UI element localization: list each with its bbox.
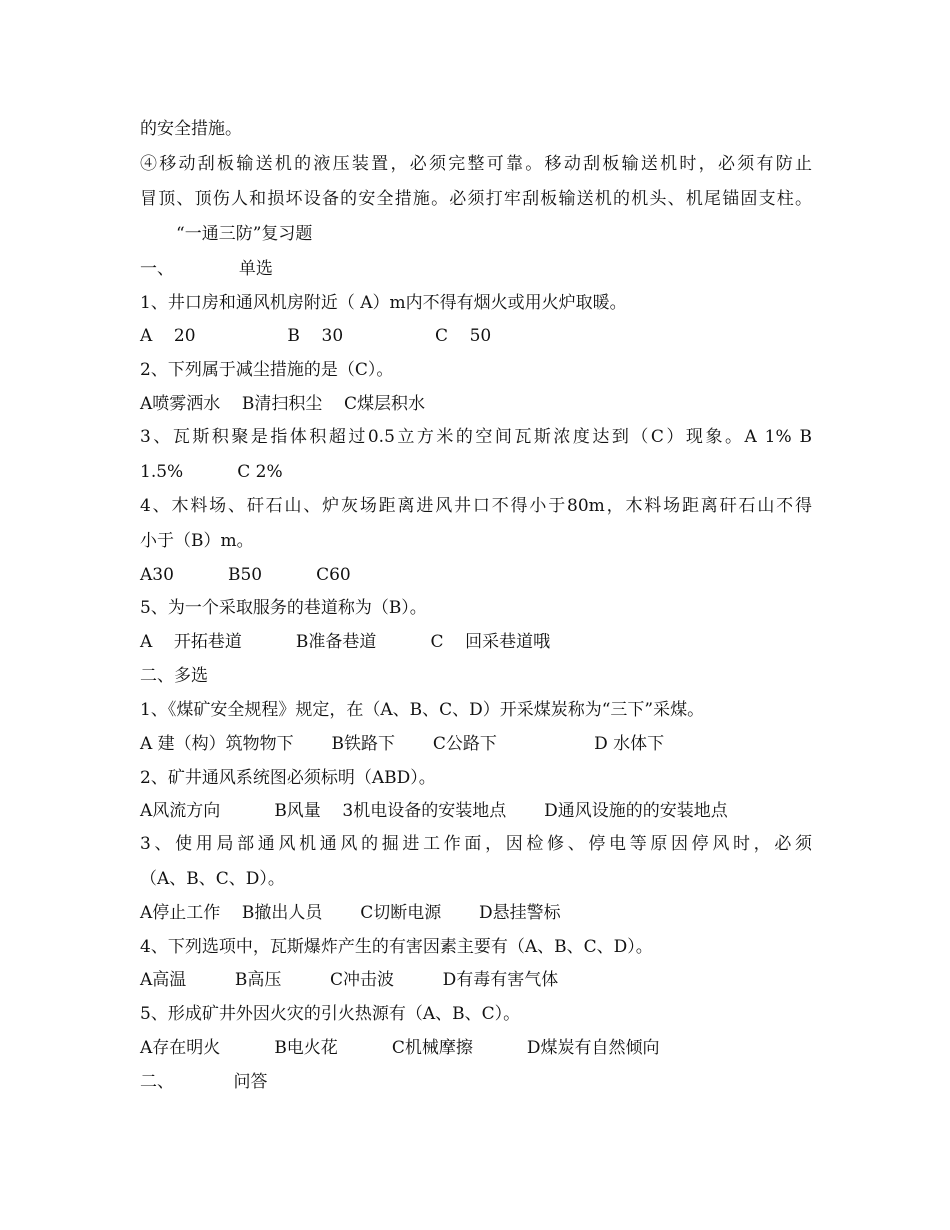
- question-continuation: 小于（B）m。: [140, 531, 254, 551]
- text-line: 的安全措施。: [140, 119, 242, 139]
- question: 1、《煤矿安全规程》规定，在（A、B、C、D）开采煤炭称为“三下”采煤。: [140, 700, 705, 720]
- section-heading: 二、 问答: [140, 1072, 268, 1092]
- question: 5、形成矿井外因火灾的引火热源有（A、B、C）。: [140, 1004, 521, 1024]
- answer-options: A 建（构）筑物物下 B铁路下 C公路下 D 水体下: [140, 734, 665, 754]
- question: 4、木料场、矸石山、炉灰场距离进风井口不得小于80m，木料场距离矸石山不得: [140, 496, 812, 516]
- question: 5、为一个采取服务的巷道称为（B）。: [140, 598, 427, 618]
- answer-options: A高温 B高压 C冲击波 D有毒有害气体: [140, 970, 559, 990]
- question: 3、使用局部通风机通风的掘进工作面，因检修、停电等原因停风时，必须: [140, 834, 812, 854]
- question: 3、瓦斯积聚是指体积超过0.5立方米的空间瓦斯浓度达到（C）现象。A 1% B: [140, 427, 812, 447]
- question: 1、井口房和通风机房附近（ A）m内不得有烟火或用火炉取暖。: [140, 293, 627, 313]
- answer-options: A30 B50 C60: [140, 565, 351, 585]
- answer-options: A风流方向 B风量 3机电设备的安装地点 D通风设施的的安装地点: [140, 801, 728, 821]
- question: 2、下列属于减尘措施的是（C）。: [140, 360, 394, 380]
- answer-options: A停止工作 B撤出人员 C切断电源 D悬挂警标: [140, 903, 561, 923]
- answer-options: A存在明火 B电火花 C机械摩擦 D煤炭有自然倾向: [140, 1038, 660, 1058]
- section-heading: 一、 单选: [140, 259, 273, 279]
- answer-options: A 20 B 30 C 50: [140, 326, 492, 346]
- answer-options: A喷雾洒水 B清扫积尘 C煤层积水: [140, 394, 426, 414]
- answer-options: A 开拓巷道 B准备巷道 C 回采巷道哦: [140, 632, 551, 652]
- section-heading: 二、多选: [140, 666, 208, 686]
- section-title: “一通三防”复习题: [176, 224, 313, 244]
- question: 2、矿井通风系统图必须标明（ABD）。: [140, 768, 436, 788]
- question: 4、下列选项中，瓦斯爆炸产生的有害因素主要有（A、B、C、D）。: [140, 937, 653, 957]
- text-line: 冒顶、顶伤人和损坏设备的安全措施。必须打牢刮板输送机的机头、机尾锚固支柱。: [140, 189, 812, 209]
- answer-options: 1.5% C 2%: [140, 462, 283, 482]
- text-line: ④移动刮板输送机的液压装置，必须完整可靠。移动刮板输送机时，必须有防止: [140, 154, 812, 174]
- question-continuation: （A、B、C、D）。: [140, 869, 285, 889]
